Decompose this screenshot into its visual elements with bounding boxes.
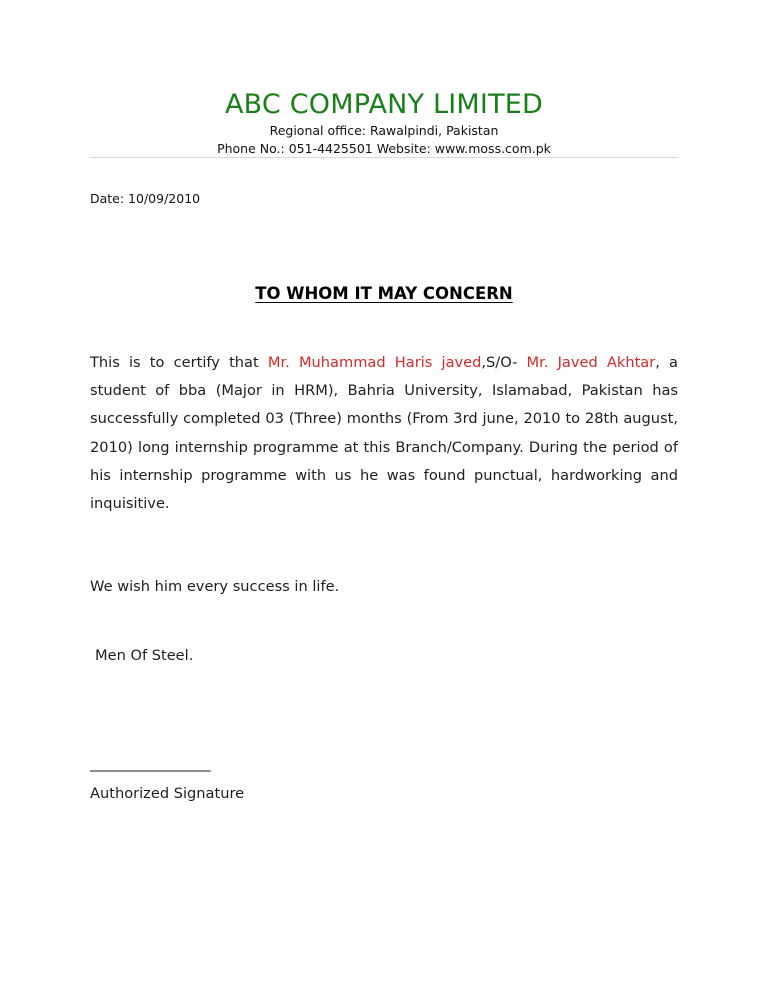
signature-caption: Authorized Signature: [90, 785, 245, 802]
body-intro: This is to certify that: [90, 354, 268, 371]
closing-line: Men Of Steel.: [95, 647, 194, 664]
body-rest: , a student of bba (Major in HRM), Bahria University, Islamabad, Pakistan has successfully completed 03 (Three) months (From 3rd june, 2010 to 28th august, 2010) long internship programme at this Branch/Company. During the period of his internship programme with us he was found punctual, hardworking and inquisitive.: [90, 354, 678, 513]
certificate-body: [90, 349, 678, 518]
letter-heading: TO WHOM IT MAY CONCERN: [255, 284, 513, 303]
body-relation: ,S/O-: [481, 354, 527, 371]
company-name: ABC COMPANY LIMITED: [224, 89, 544, 120]
regional-office: Regional office: Rawalpindi, Pakistan: [269, 123, 499, 138]
letterhead: [90, 88, 678, 158]
header-divider: [90, 157, 678, 158]
letter-date: Date: 10/09/2010: [90, 191, 201, 206]
contact-info: Phone No.: 051-4425501 Website: www.moss.com.pk: [217, 141, 551, 156]
signature-line: ___________________: [90, 755, 210, 772]
father-name: Mr. Javed Akhtar: [526, 354, 656, 371]
good-wishes: We wish him every success in life.: [90, 578, 340, 595]
student-name: Mr. Muhammad Haris javed: [267, 354, 482, 371]
